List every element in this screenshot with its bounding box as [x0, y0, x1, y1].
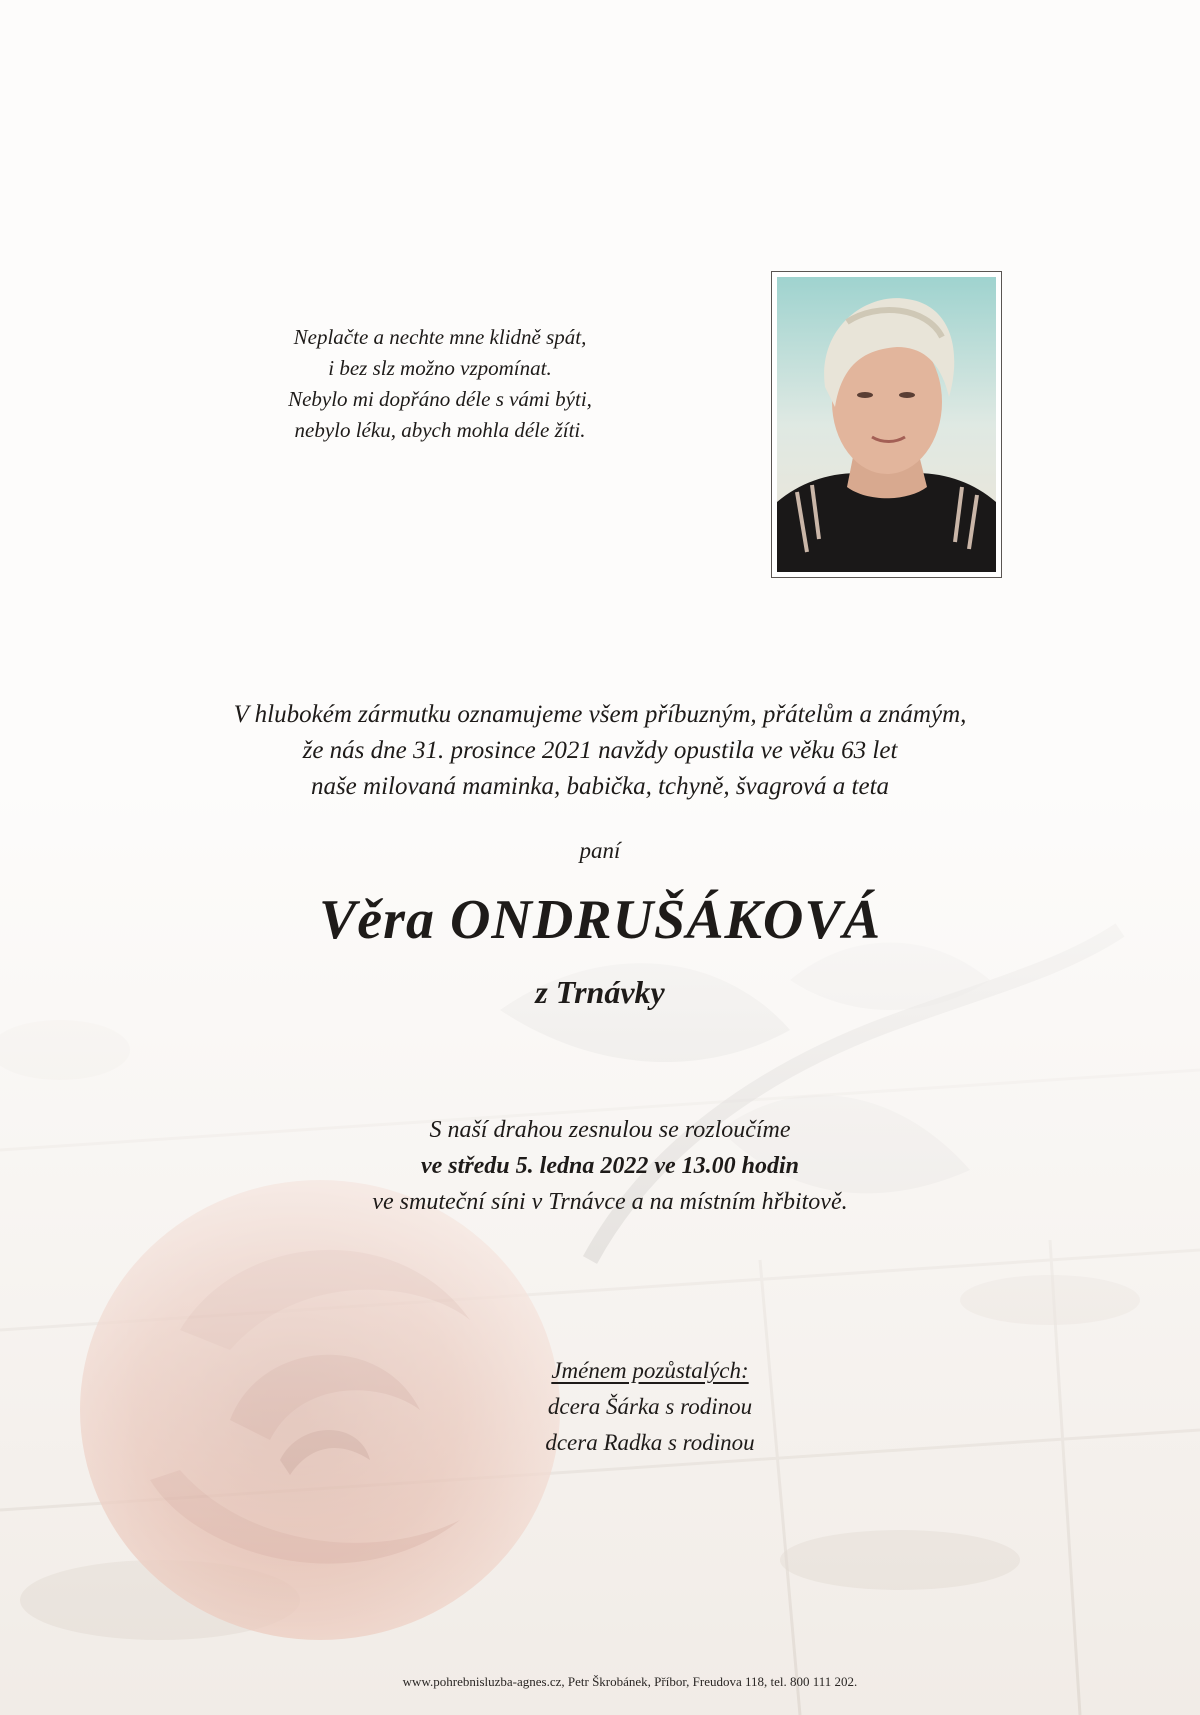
poem-line: Nebylo mi dopřáno déle s vámi býti,: [288, 387, 592, 411]
deceased-origin: z Trnávky: [535, 974, 665, 1010]
survivor-entry: dcera Radka s rodinou: [545, 1430, 755, 1455]
portrait-photo-frame: [771, 271, 1002, 578]
survivor-entry: dcera Šárka s rodinou: [547, 1394, 753, 1419]
announcement-line: naše milovaná maminka, babička, tchyně, švagrová a teta: [310, 773, 890, 800]
announcement-line: V hlubokém zármutku oznamujeme všem příbuzným, přátelům a známým,: [233, 701, 967, 728]
farewell-details: [200, 1112, 1020, 1220]
memorial-poem: [200, 322, 680, 446]
poem-line: nebylo léku, abych mohla déle žíti.: [294, 418, 586, 442]
farewell-date-time: ve středu 5. ledna 2022 ve 13.00 hodin: [421, 1153, 799, 1179]
funeral-service-footer: www.pohrebnisluzba-agnes.cz, Petr Škrobánek, Příbor, Freudova 118, tel. 800 111 202.: [402, 1674, 858, 1689]
announcement-line: že nás dne 31. prosince 2021 navždy opustila ve věku 63 let: [302, 737, 898, 764]
farewell-location: ve smuteční síni v Trnávce a na místním hřbitově.: [372, 1189, 848, 1215]
honorific: paní: [579, 838, 621, 863]
survivors-block: [400, 1353, 900, 1461]
poem-line: i bez slz možno vzpomínat.: [328, 356, 552, 380]
survivors-heading: Jménem pozůstalých:: [551, 1358, 749, 1383]
farewell-line: S naší drahou zesnulou se rozloučíme: [429, 1117, 791, 1143]
announcement-text: [150, 697, 1050, 805]
deceased-name: Věra ONDRUŠÁKOVÁ: [318, 889, 882, 951]
poem-line: Neplačte a nechte mne klidně spát,: [293, 325, 587, 349]
portrait-photo: [777, 277, 996, 572]
